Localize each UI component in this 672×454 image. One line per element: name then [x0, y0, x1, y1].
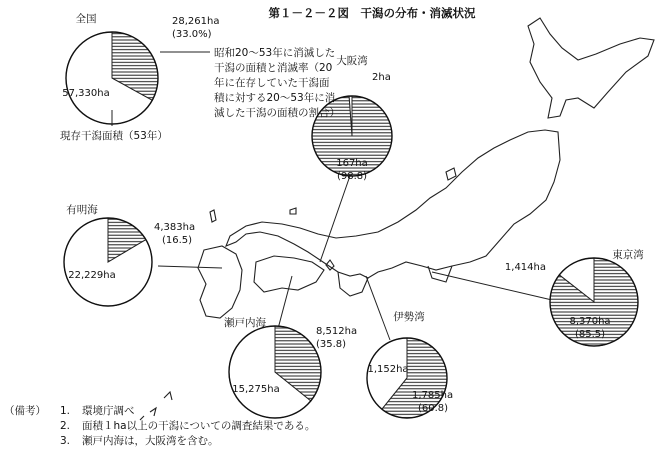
pie-ariake: [64, 203, 195, 306]
notes-heading: （備考）: [4, 405, 46, 417]
legend-note-line-3: 年に在存していた干潟面: [214, 77, 330, 89]
pie-ise: [367, 310, 453, 418]
legend-note-line-1: 昭和20～53年に消滅した: [214, 47, 336, 59]
leader-ise: [366, 276, 390, 340]
pie-ise-lost-value: 1,785ha: [412, 390, 454, 401]
pie-zenkoku-lost-rate: (33.0%): [172, 29, 212, 40]
note-1-num: 1.: [60, 405, 71, 417]
note-2-num: 2.: [60, 420, 71, 432]
oki-islands: [290, 208, 296, 214]
pie-ariake-existing-value: 22,229ha: [68, 270, 116, 281]
pie-zenkoku-name: 全国: [75, 13, 97, 25]
pie-seto-lost-rate: (35.8): [316, 339, 347, 350]
note-1-text: 環境庁調べ: [82, 405, 135, 417]
leader-ariake: [158, 266, 222, 268]
pie-zenkoku: [62, 12, 219, 124]
pie-tokyo-lost-value: 8,370ha: [569, 316, 611, 327]
nansei-islands: [140, 392, 172, 420]
existing-area-label: 現存干潟面積（53年）: [60, 130, 168, 142]
pie-osaka-existing-value: 2ha: [372, 72, 391, 83]
hokkaido-outline: [528, 18, 654, 118]
pie-osaka-lost-rate: (98.8): [336, 171, 368, 182]
sado-island: [446, 168, 456, 180]
pie-charts: [62, 12, 644, 418]
pie-ariake-lost-value: 4,383ha: [154, 222, 196, 233]
leader-lines: [158, 170, 552, 340]
pie-osaka-lost-value: 167ha: [336, 158, 368, 169]
legend-note-line-5: 滅した干潟の面積の割合）: [214, 107, 340, 119]
pie-zenkoku-existing-value: 57,330ha: [62, 88, 110, 99]
legend-note-line-2: 干潟の面積と消滅率（20: [214, 62, 333, 74]
note-3-num: 3.: [60, 435, 71, 447]
pie-seto-lost-value: 8,512ha: [316, 326, 358, 337]
tsushima-island: [210, 210, 216, 222]
pie-ise-name: 伊勢湾: [393, 311, 425, 323]
note-3-text: 瀬戸内海は，大阪湾を含む。: [82, 435, 219, 447]
pie-ise-existing-value: 1,152ha: [367, 364, 409, 375]
note-2-text: 面積１ha以上の干潟についての調査結果である。: [82, 420, 316, 432]
pie-zenkoku-lost-value: 28,261ha: [172, 16, 220, 27]
kyushu-outline: [198, 246, 242, 318]
pie-osaka-name: 大阪湾: [336, 55, 368, 67]
pie-ariake-name: 有明海: [66, 204, 98, 216]
pie-ariake-lost-rate: (16.5): [162, 235, 193, 246]
leader-osaka: [320, 170, 352, 262]
pie-tokyo-name: 東京湾: [612, 249, 644, 261]
pie-seto: [224, 316, 357, 418]
pie-tokyo-existing-value: 1,414ha: [504, 262, 546, 273]
figure-title: 第１－２－２図 干潟の分布・消滅状況: [268, 6, 476, 20]
pie-tokyo-lost-rate: (85.5): [574, 329, 606, 340]
pie-tokyo: [505, 248, 644, 346]
leader-tokyo: [432, 272, 552, 300]
pie-ise-lost-rate: (60.8): [418, 403, 449, 414]
legend-note-line-4: 積に対する20～53年に消: [214, 92, 336, 104]
pie-seto-name: 瀬戸内海: [224, 317, 266, 329]
pie-seto-existing-value: 15,275ha: [232, 384, 280, 395]
